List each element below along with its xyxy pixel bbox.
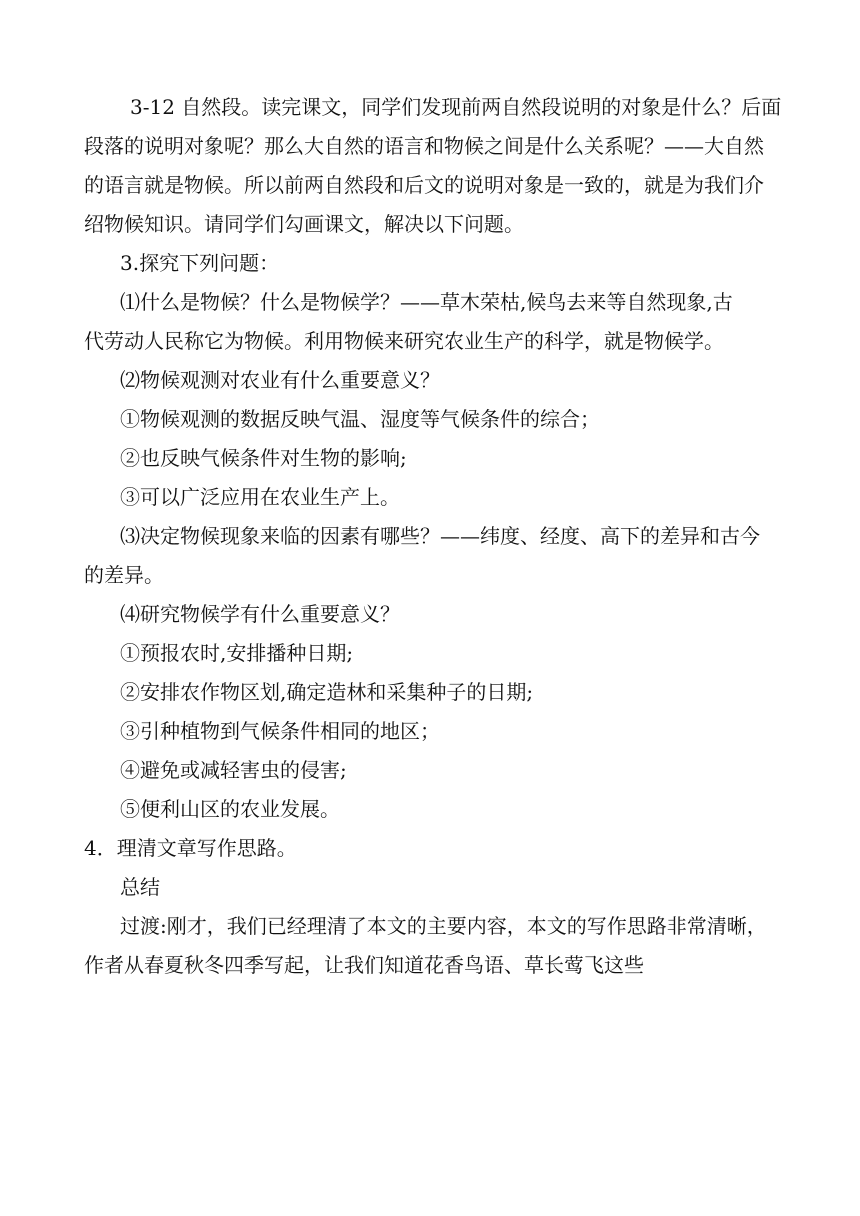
answer-4-item-4: ④避免或减轻害虫的侵害;: [120, 758, 347, 782]
answer-4-item-2: ②安排农作物区划,确定造林和采集种子的日期;: [120, 680, 534, 704]
answer-2-item-2: ②也反映气候条件对生物的影响;: [120, 446, 407, 470]
question-3: ⑶决定物候现象来临的因素有哪些？——纬度、经度、高下的差异和古今: [120, 524, 760, 548]
answer-2-item-3: ③可以广泛应用在农业生产上。: [120, 485, 400, 509]
section-heading-3: 3.探究下列问题：: [120, 251, 280, 275]
question-2: ⑵物候观测对农业有什么重要意义？: [120, 368, 440, 392]
answer-2-item-1: ①物候观测的数据反映气温、湿度等气候条件的综合；: [120, 407, 600, 431]
text-line-3: 的语言就是物候。所以前两自然段和后文的说明对象是一致的，就是为我们介: [84, 173, 764, 197]
question-1: ⑴什么是物候？什么是物候学？——草木荣枯,候鸟去来等自然现象,古: [120, 290, 733, 314]
text-line-4: 绍物候知识。请同学们勾画课文，解决以下问题。: [84, 212, 524, 236]
summary-heading: 总结: [120, 875, 160, 899]
section-heading-4: 4．理清文章写作思路。: [84, 836, 297, 860]
answer-4-item-3: ③引种植物到气候条件相同的地区；: [120, 719, 440, 743]
transition-paragraph: 过渡:刚才，我们已经理清了本文的主要内容，本文的写作思路非常清晰，: [120, 914, 767, 938]
transition-paragraph-cont: 作者从春夏秋冬四季写起，让我们知道花香鸟语、草长莺飞这些: [84, 953, 644, 977]
question-1-cont: 代劳动人民称它为物候。利用物候来研究农业生产的科学，就是物候学。: [84, 329, 724, 353]
answer-4-item-1: ①预报农时,安排播种日期;: [120, 641, 354, 665]
question-4: ⑷研究物候学有什么重要意义？: [120, 602, 400, 626]
text-line-2: 段落的说明对象呢？那么大自然的语言和物候之间是什么关系呢？——大自然: [84, 134, 764, 158]
question-3-cont: 的差异。: [84, 563, 164, 587]
answer-4-item-5: ⑤便利山区的农业发展。: [120, 797, 340, 821]
text-line-1: 3-12 自然段。读完课文，同学们发现前两自然段说明的对象是什么？后面: [130, 95, 782, 119]
